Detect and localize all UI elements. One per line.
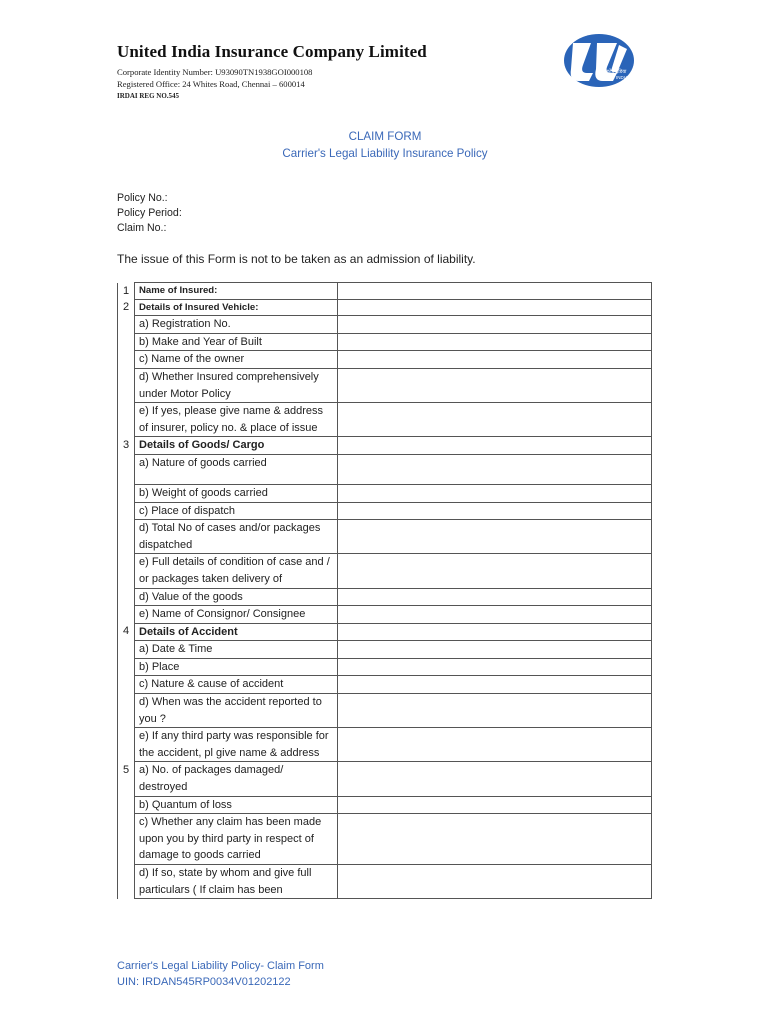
row-number (118, 351, 135, 369)
form-row (118, 351, 652, 369)
policy-no-label: Policy No.: (117, 192, 168, 204)
row-number (118, 676, 135, 694)
liability-disclaimer: The issue of this Form is not to be taken as an admission of liability. (117, 252, 476, 266)
row-value-field[interactable] (338, 437, 652, 455)
row-label: Details of Insured Vehicle: (135, 299, 338, 316)
row-number (118, 554, 135, 588)
form-row (118, 623, 652, 641)
row-number (118, 333, 135, 351)
row-label: b) Quantum of loss (135, 796, 338, 814)
row-value-field[interactable] (338, 554, 652, 588)
row-number: 4 (118, 623, 135, 641)
claim-form-table (117, 282, 652, 899)
row-label: d) If so, state by whom and give full particulars ( If claim has been (135, 865, 338, 899)
row-number (118, 316, 135, 334)
row-label: a) Registration No. (135, 316, 338, 334)
form-row (118, 368, 652, 402)
form-row (118, 502, 652, 520)
row-label: Details of Accident (135, 623, 338, 641)
company-name: United India Insurance Company Limited (117, 42, 427, 61)
row-label: c) Place of dispatch (135, 502, 338, 520)
row-value-field[interactable] (338, 351, 652, 369)
policy-period-label: Policy Period: (117, 207, 182, 219)
form-row (118, 437, 652, 455)
row-number (118, 796, 135, 814)
registered-office: Registered Office: 24 Whites Road, Chennai – 600014 (117, 79, 305, 89)
document-header (117, 42, 537, 102)
row-value-field[interactable] (338, 403, 652, 437)
row-label: c) Nature & cause of accident (135, 676, 338, 694)
row-number (118, 814, 135, 865)
policy-type-heading: Carrier's Legal Liability Insurance Policy (282, 147, 488, 160)
row-value-field[interactable] (338, 484, 652, 502)
row-value-field[interactable] (338, 865, 652, 899)
form-row (118, 676, 652, 694)
form-row (118, 762, 652, 796)
row-label: a) Nature of goods carried (135, 454, 338, 484)
policy-details (117, 191, 182, 236)
row-label: c) Name of the owner (135, 351, 338, 369)
claim-no-label: Claim No.: (117, 222, 167, 234)
form-row (118, 865, 652, 899)
united-india-logo (563, 33, 635, 88)
row-label: b) Make and Year of Built (135, 333, 338, 351)
row-label: e) If any third party was responsible for the accident, pl give name & address (135, 728, 338, 762)
row-number (118, 865, 135, 899)
form-row (118, 694, 652, 728)
row-label: e) Name of Consignor/ Consignee (135, 606, 338, 624)
form-row (118, 641, 652, 659)
form-row (118, 316, 652, 334)
row-value-field[interactable] (338, 588, 652, 606)
row-value-field[interactable] (338, 658, 652, 676)
footer-form-name: Carrier's Legal Liability Policy- Claim Form (117, 960, 324, 972)
form-row (118, 454, 652, 484)
row-label: Details of Goods/ Cargo (135, 437, 338, 455)
row-number: 5 (118, 762, 135, 796)
row-value-field[interactable] (338, 762, 652, 796)
row-value-field[interactable] (338, 299, 652, 316)
row-label: e) If yes, please give name & address of insurer, policy no. & place of issue (135, 403, 338, 437)
row-label: c) Whether any claim has been made upon you by third party in respect of damage to goods carried (135, 814, 338, 865)
row-label: d) Total No of cases and/or packages dispatched (135, 520, 338, 554)
form-row (118, 333, 652, 351)
row-value-field[interactable] (338, 454, 652, 484)
row-number (118, 658, 135, 676)
row-number (118, 520, 135, 554)
row-label: d) When was the accident reported to you ? (135, 694, 338, 728)
row-label: Name of Insured: (135, 283, 338, 300)
form-row (118, 283, 652, 300)
claim-form-heading: CLAIM FORM (348, 130, 422, 143)
form-row (118, 484, 652, 502)
row-value-field[interactable] (338, 641, 652, 659)
row-number (118, 694, 135, 728)
corporate-identity-number: Corporate Identity Number: U93090TN1938GOI000108 (117, 67, 313, 77)
form-title (0, 128, 770, 162)
form-row (118, 554, 652, 588)
form-row (118, 606, 652, 624)
form-row (118, 299, 652, 316)
row-value-field[interactable] (338, 676, 652, 694)
row-number (118, 502, 135, 520)
form-row (118, 814, 652, 865)
row-number (118, 641, 135, 659)
footer-uin: UIN: IRDAN545RP0034V01202122 (117, 976, 291, 988)
row-number (118, 606, 135, 624)
form-row (118, 728, 652, 762)
row-value-field[interactable] (338, 796, 652, 814)
row-number (118, 588, 135, 606)
row-label: b) Place (135, 658, 338, 676)
row-label: d) Whether Insured comprehensively under Motor Policy (135, 368, 338, 402)
row-value-field[interactable] (338, 694, 652, 728)
row-value-field[interactable] (338, 728, 652, 762)
row-number: 1 (118, 283, 135, 300)
row-value-field[interactable] (338, 814, 652, 865)
row-value-field[interactable] (338, 316, 652, 334)
row-value-field[interactable] (338, 623, 652, 641)
document-footer (117, 958, 324, 990)
row-number (118, 484, 135, 502)
form-row (118, 403, 652, 437)
form-row (118, 796, 652, 814)
row-number (118, 728, 135, 762)
row-label: a) No. of packages damaged/ destroyed (135, 762, 338, 796)
form-row (118, 588, 652, 606)
irdai-reg-no: IRDAI REG NO.545 (117, 92, 180, 100)
row-value-field[interactable] (338, 333, 652, 351)
row-value-field[interactable] (338, 502, 652, 520)
row-number: 3 (118, 437, 135, 455)
row-label: b) Weight of goods carried (135, 484, 338, 502)
row-value-field[interactable] (338, 368, 652, 402)
logo-text-en: UNITED INDIA (597, 75, 629, 80)
form-row (118, 658, 652, 676)
row-number (118, 403, 135, 437)
row-label: e) Full details of condition of case and / or packages taken delivery of (135, 554, 338, 588)
row-number: 2 (118, 299, 135, 316)
row-label: d) Value of the goods (135, 588, 338, 606)
row-number (118, 454, 135, 484)
logo-text-hindi: युनाइटेड इंडिया (599, 69, 627, 75)
row-label: a) Date & Time (135, 641, 338, 659)
row-number (118, 368, 135, 402)
form-row (118, 520, 652, 554)
row-value-field[interactable] (338, 520, 652, 554)
row-value-field[interactable] (338, 283, 652, 300)
row-value-field[interactable] (338, 606, 652, 624)
